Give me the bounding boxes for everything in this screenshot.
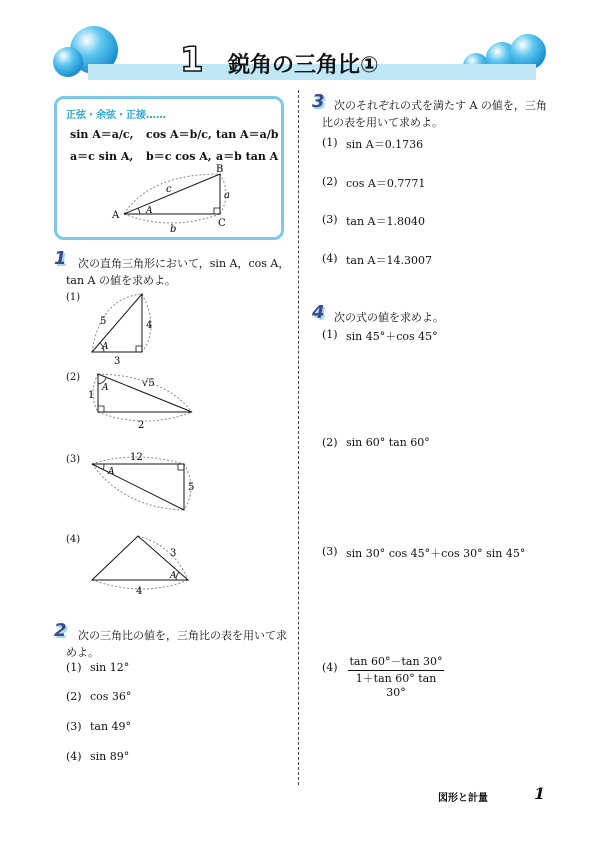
q1-item4-label: (4) — [66, 534, 81, 545]
q3-item3-label: (3) — [322, 213, 338, 226]
q1-triangle-3 — [84, 448, 204, 518]
q3-item4-label: (4) — [322, 252, 338, 265]
q2-item3-expr: tan 49° — [90, 720, 132, 733]
q1-text-line2: tan A の値を求めよ。 — [66, 274, 176, 287]
q4-number: 4 — [312, 302, 325, 323]
q3-item2-label: (2) — [322, 175, 338, 188]
q2-item3-label: (3) — [66, 720, 82, 733]
q2-text-line2: めよ。 — [66, 646, 99, 659]
q2-item2-label: (2) — [66, 690, 82, 703]
q3-text-line2: 比の表を用いて求めよ。 — [322, 116, 443, 129]
q1-2-angle: A — [102, 383, 109, 393]
q4-item2-label: (2) — [322, 436, 338, 449]
tan-definition: tan A＝a/b — [216, 128, 279, 141]
q1-3-adj: 12 — [130, 452, 143, 463]
q1-item2-label: (2) — [66, 372, 81, 383]
vertex-a-label: A — [112, 210, 120, 221]
q1-1-opp: 4 — [146, 320, 153, 331]
side-a-label: a — [224, 190, 230, 201]
q2-item4-expr: sin 89° — [90, 750, 130, 763]
q2-item4-label: (4) — [66, 750, 82, 763]
vertex-b-label: B — [216, 164, 224, 175]
angle-a-label: A — [146, 206, 153, 216]
q1-text-line1: 次の直角三角形において，sin A，cos A， — [78, 257, 290, 270]
side-c-label: c — [166, 184, 172, 195]
q1-4-angle: A — [170, 571, 177, 581]
section-number: 1 — [180, 40, 204, 80]
q1-4-side: 3 — [170, 548, 177, 559]
q1-3-angle: A — [108, 467, 115, 477]
q1-triangle-2 — [84, 366, 204, 432]
q3-text-line1: 次のそれぞれの式を満たす A の値を，三角 — [334, 99, 547, 112]
q3-item1-expr: sin A＝0.1736 — [346, 138, 424, 151]
q1-item1-label: (1) — [66, 292, 81, 303]
q1-2-long: 2 — [138, 420, 145, 431]
q1-2-hyp: √5 — [142, 378, 155, 389]
q1-triangle-1 — [80, 288, 180, 368]
q4-item4-label: (4) — [322, 661, 338, 674]
q1-1-hyp: 5 — [100, 316, 107, 327]
q3-item2-expr: cos A＝0.7771 — [346, 177, 426, 190]
side-b-label: b — [170, 224, 177, 234]
q4-item3-expr: sin 30° cos 45°＋cos 30° sin 45° — [346, 547, 526, 560]
q2-number: 2 — [54, 620, 67, 641]
formula-box-heading: 正弦・余弦・正接…… — [66, 110, 166, 121]
q1-triangle-4 — [84, 526, 204, 598]
q1-2-short: 1 — [88, 390, 95, 401]
sin-definition: sin A＝a/c, — [70, 128, 134, 141]
q3-item3-expr: tan A＝1.8040 — [346, 215, 425, 228]
reference-triangle — [110, 164, 240, 234]
a-equation: a＝c sin A, — [70, 150, 134, 163]
q4-item1-label: (1) — [322, 328, 338, 341]
q2-text-line1: 次の三角比の値を，三角比の表を用いて求 — [78, 629, 287, 642]
q4-item3-label: (3) — [322, 545, 338, 558]
q3-item1-label: (1) — [322, 136, 338, 149]
q1-3-opp: 5 — [188, 482, 195, 493]
page-number: 1 — [534, 784, 546, 803]
q1-number: 1 — [54, 248, 67, 269]
q4-item1-expr: sin 45°＋cos 45° — [346, 330, 438, 343]
q3-item4-expr: tan A＝14.3007 — [346, 254, 432, 267]
q4-item4-numerator: tan 60°－tan 30° — [348, 653, 444, 671]
b-equation: b＝c cos A, — [146, 150, 212, 163]
q4-item2-expr: sin 60° tan 60° — [346, 436, 430, 449]
q1-item3-label: (3) — [66, 454, 81, 465]
q1-1-adj: 3 — [114, 356, 121, 367]
q1-4-base: 4 — [136, 586, 143, 597]
q4-text: 次の式の値を求めよ。 — [334, 311, 444, 324]
q3-number: 3 — [312, 91, 325, 112]
q4-item4-denominator: 1＋tan 60° tan 30° — [355, 672, 437, 699]
a-tan-equation: a＝b tan A — [216, 150, 279, 163]
vertex-c-label: C — [218, 218, 226, 229]
q1-1-angle: A — [102, 342, 109, 352]
footer-section-name: 図形と計量 — [438, 793, 488, 804]
q2-item1-label: (1) — [66, 661, 82, 674]
page-title: 鋭角の三角比① — [228, 53, 379, 78]
column-divider — [298, 90, 299, 785]
q2-item1-expr: sin 12° — [90, 661, 130, 674]
cos-definition: cos A＝b/c, — [146, 128, 212, 141]
q2-item2-expr: cos 36° — [90, 690, 132, 703]
